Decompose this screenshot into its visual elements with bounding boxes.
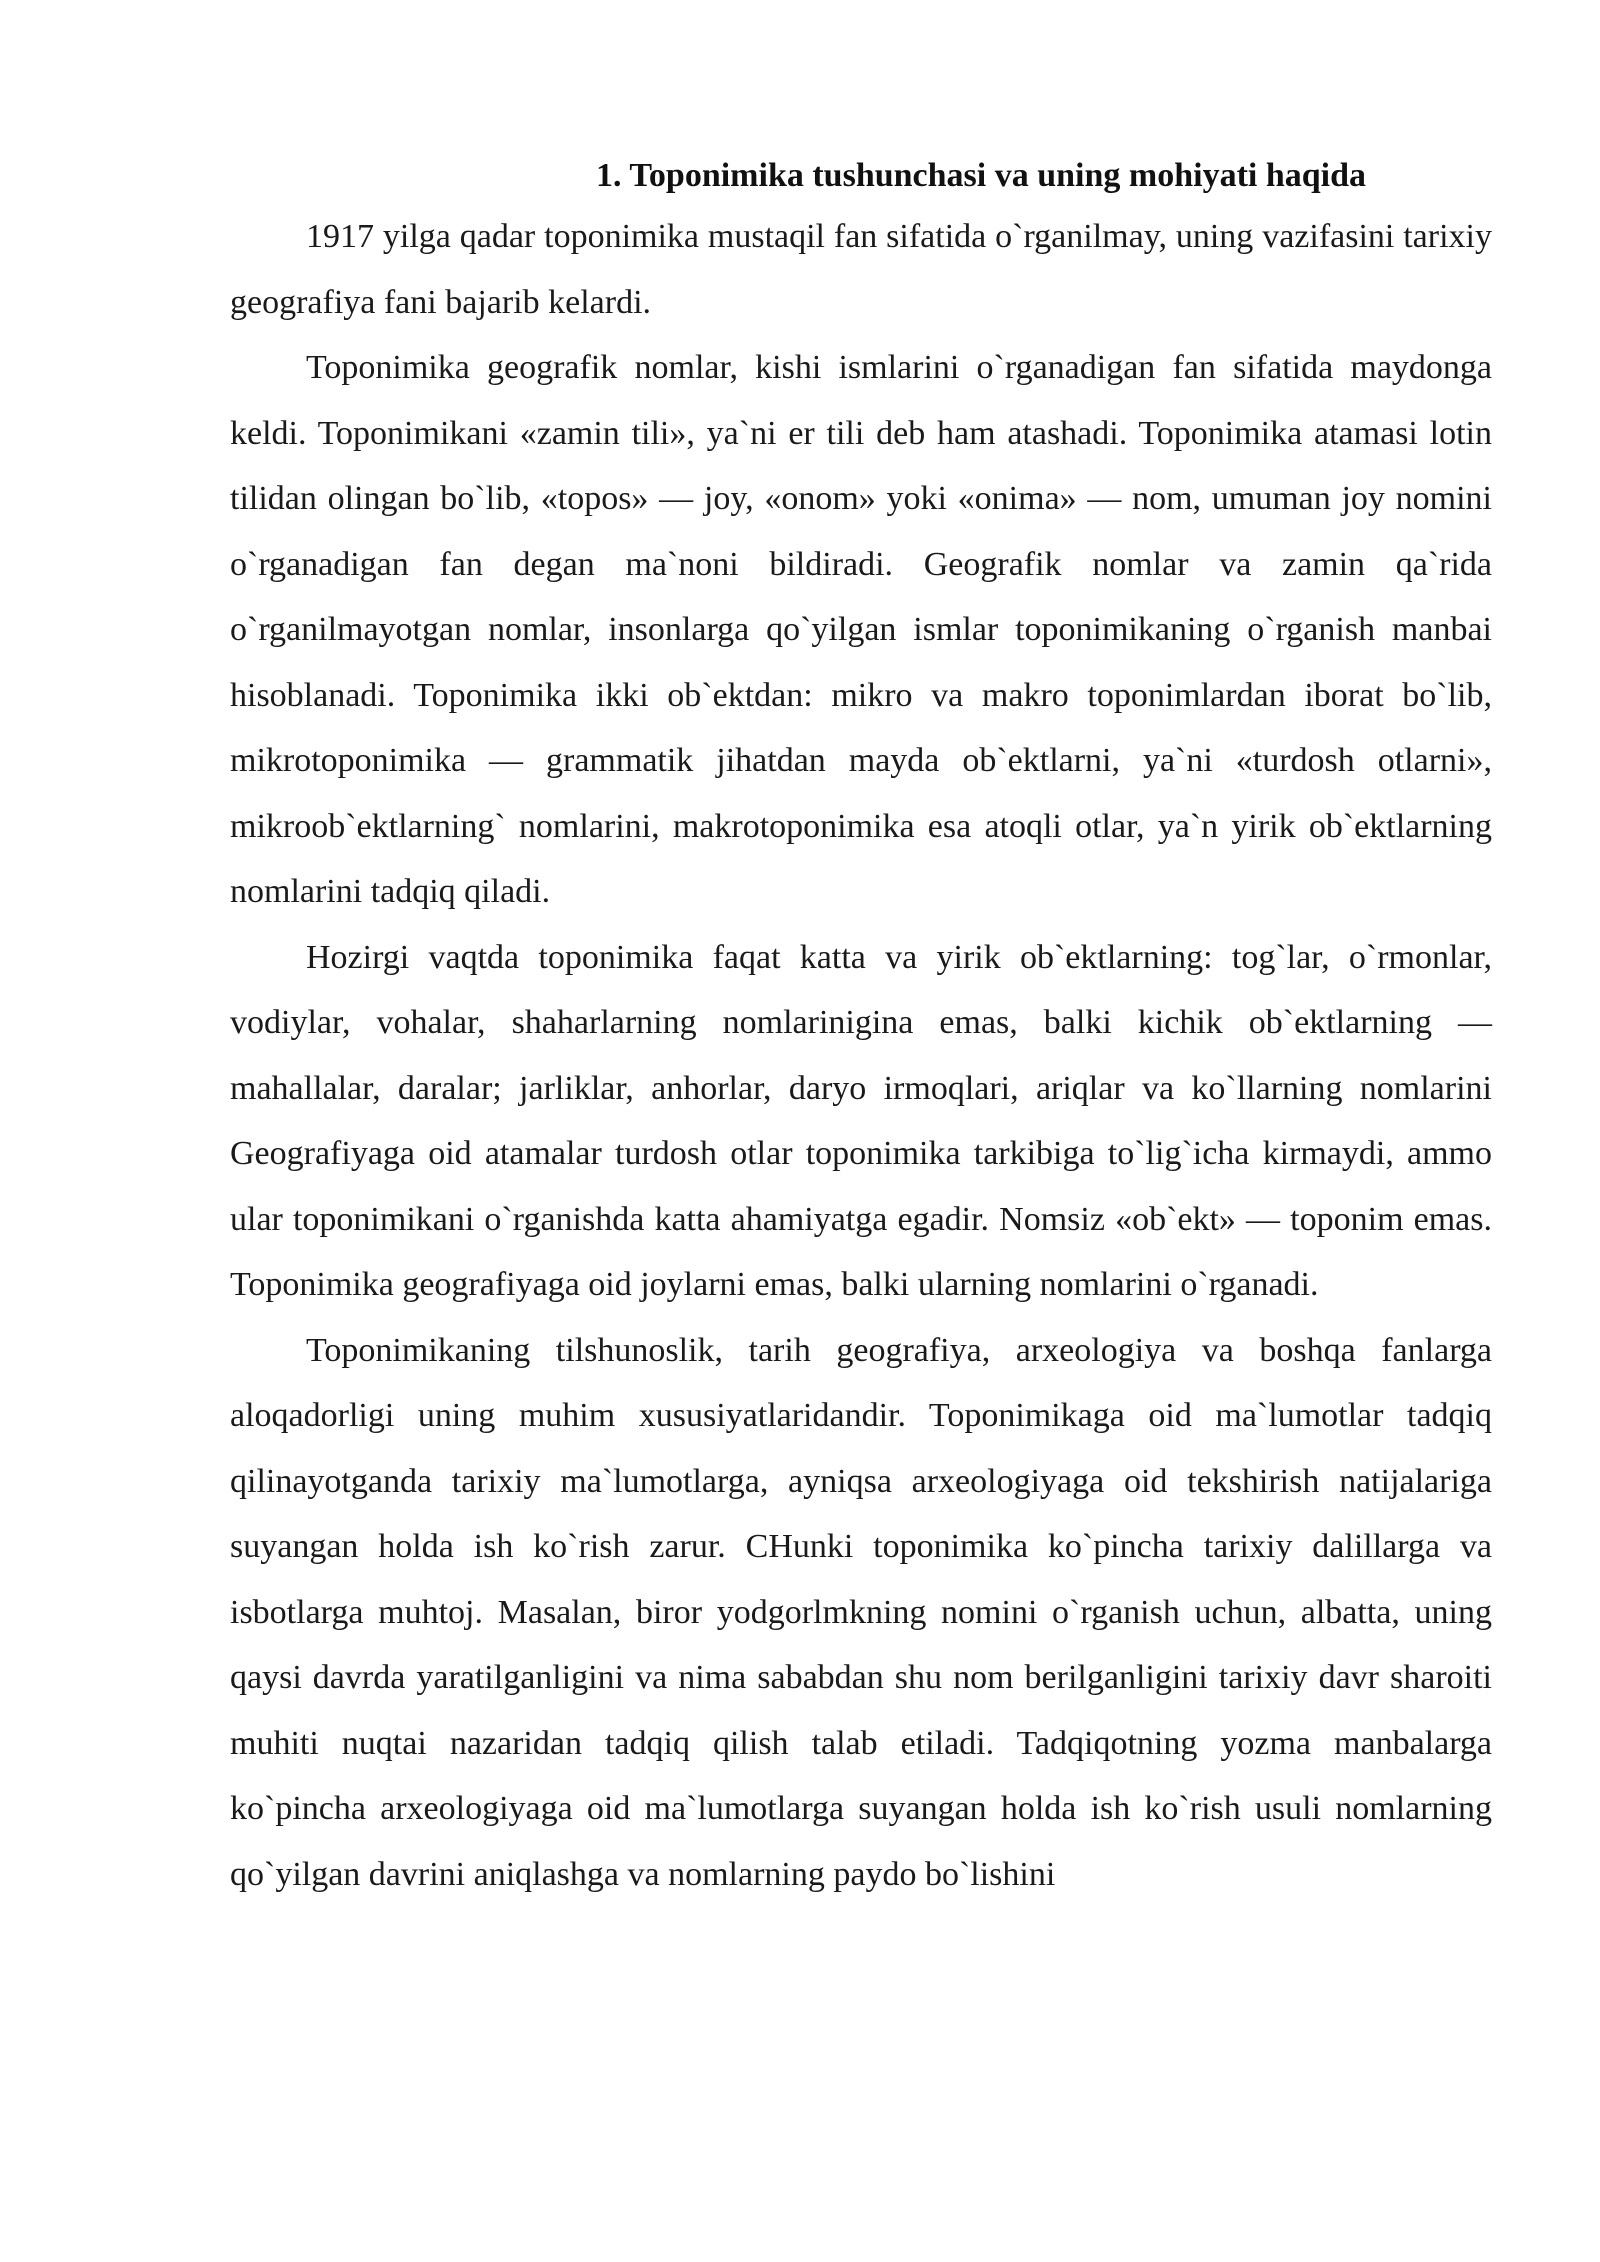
paragraph-4: Toponimikaning tilshunoslik, tarih geografiya, arxeologiya va boshqa fanlarga aloqadorligi uning muhim xususiyatlaridandir. Toponimikaga oid ma`lumotlar tadqiq qilinayotganda tarixiy ma`lumotlarga, ayniqsa arxeologiyaga oid tekshirish natijalariga suyangan holda ish ko`rish zarur. CHunki toponimika ko`pincha tarixiy dalillarga va isbotlarga muhtoj. Masalan, biror yodgorlmkning nomini o`rganish uchun, albatta, uning qaysi davrda yaratilganligini va nima sababdan shu nom berilganligini tarixiy davr sharoiti muhiti nuqtai nazaridan tadqiq qilish talab etiladi. Tadqiqotning yozma manbalarga ko`pincha arxeologiyaga oid ma`lumotlarga suyangan holda ish ko`rish usuli nomlarning qo`yilgan davrini aniqlashga va nomlarning paydo bo`lishini <box>230 1331 1492 1893</box>
section-heading: 1. Toponimika tushunchasi va uning mohiyati haqida <box>595 157 1367 194</box>
paragraph-3: Hozirgi vaqtda toponimika faqat katta va yirik ob`ektlarning: tog`lar, o`rmonlar, vodiylar, vohalar, shaharlarning nomlarinigina emas, balki kichik ob`ektlarning — mahallalar, daralar; jarliklar, anhorlar, daryo irmoqlari, ariqlar va ko`llarning nomlarini Geografiyaga oid atamalar turdosh otlar toponimika tarkibiga to`lig`icha kirmaydi, ammo ular toponimikani o`rganishda katta ahamiyatga egadir. Nomsiz «ob`ekt» — toponim emas. Toponimika geografiyaga oid joylarni emas, balki ularning nomlarini o`rganadi. <box>230 938 1492 1303</box>
paragraph-1: 1917 yilga qadar toponimika mustaqil fan sifatida o`rganilmay, uning vazifasini tarixiy geografiya fani bajarib kelardi. <box>230 218 1492 321</box>
paragraph-2: Toponimika geografik nomlar, kishi ismlarini o`rganadigan fan sifatida maydonga keldi. Toponimikani «zamin tili», ya`ni er tili deb ham atashadi. Toponimika atamasi lotin tilidan olingan bo`lib, «topos» — joy, «onom» yoki «onima» — nom, umuman joy nomini o`rganadigan fan degan ma`noni bildiradi. Geografik nomlar va zamin qa`rida o`rganilmayotgan nomlar, insonlarga qo`yilgan ismlar toponimikaning o`rganish manbai hisoblanadi. Toponimika ikki ob`ektdan: mikro va makro toponimlardan iborat bo`lib, mikrotoponimika — grammatik jihatdan mayda ob`ektlarni, ya`ni «turdosh otlarni», mikroob`ektlarning` nomlarini, makrotoponimika esa atoqli otlar, ya`n yirik ob`ektlarning nomlarini tadqiq qiladi. <box>230 349 1492 910</box>
document-body <box>230 148 1492 1907</box>
